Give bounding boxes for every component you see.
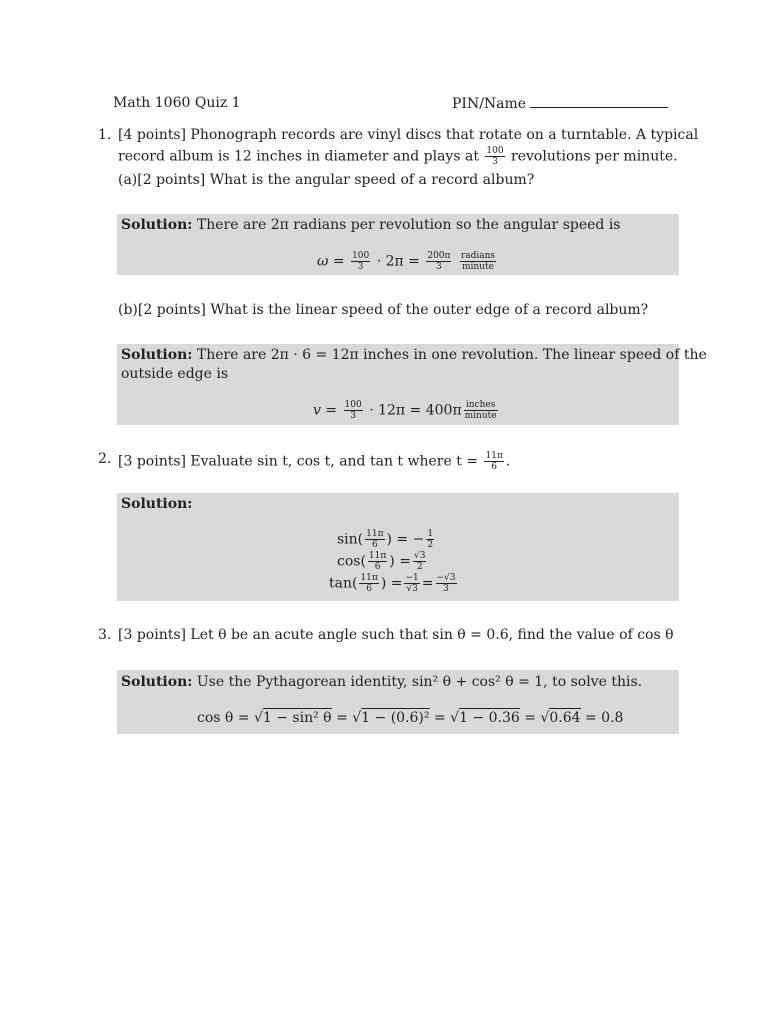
eq-part-i: = 0.8 bbox=[584, 710, 624, 726]
solution-2-label-row bbox=[121, 496, 192, 512]
eq-part-a: cos θ = bbox=[197, 710, 250, 726]
solution-label: Solution: bbox=[121, 496, 193, 512]
q2-text-post: . bbox=[505, 453, 511, 470]
solution-1b-line-1 bbox=[121, 347, 707, 363]
eq-part-c: = bbox=[336, 710, 348, 726]
eq-frac-3 bbox=[460, 251, 496, 272]
solution-2-box bbox=[117, 493, 679, 601]
eq-frac-2-num: inches bbox=[464, 400, 498, 411]
solution-3-box bbox=[117, 670, 679, 734]
cos-arg-num: 11π bbox=[368, 551, 387, 561]
tan-arg-num: 11π bbox=[360, 573, 378, 583]
sqrt-3: 1 − 0.36 bbox=[459, 710, 520, 726]
solution-label: Solution: bbox=[121, 347, 193, 363]
solution-3-line bbox=[121, 674, 642, 690]
sin-arg-num: 11π bbox=[366, 529, 384, 539]
solution-1b-box bbox=[117, 344, 707, 425]
angle-fraction-den: 6 bbox=[491, 462, 498, 472]
sqrt-4: 0.64 bbox=[549, 710, 581, 726]
solution-1a-text: There are 2π radians per revolution so the angular speed is bbox=[196, 217, 621, 233]
eq-frac-2-den: minute bbox=[464, 411, 497, 421]
rpm-fraction-den: 3 bbox=[492, 157, 498, 167]
rpm-fraction-num: 100 bbox=[486, 146, 504, 156]
q2-text-pre: [3 points] Evaluate sin t, cos t, and tan t where t = bbox=[118, 453, 479, 470]
solution-1a-box bbox=[117, 214, 679, 275]
cos-equation bbox=[337, 551, 428, 572]
sin-fn: sin( bbox=[337, 531, 364, 548]
tan-arg bbox=[359, 573, 378, 594]
eq-part-e: = bbox=[433, 710, 446, 726]
tan-result-1-den: √3 bbox=[406, 584, 418, 594]
eq-frac-2 bbox=[464, 400, 498, 421]
eq-frac-2-num: 200π bbox=[427, 251, 451, 261]
pin-name-label: PIN/Name bbox=[452, 96, 527, 112]
question-1-line-1: [4 points] Phonograph records are vinyl discs that rotate on a turntable. A typical bbox=[118, 127, 699, 143]
tan-result-1-num: −1 bbox=[405, 573, 419, 583]
question-1-line-2 bbox=[118, 146, 678, 167]
tan-eq: = bbox=[421, 575, 434, 592]
solution-label: Solution: bbox=[121, 217, 193, 233]
solution-3-text: Use the Pythagorean identity, sin² θ + cos² θ = 1, to solve this. bbox=[196, 674, 643, 690]
sqrt-1: 1 − sin² θ bbox=[262, 710, 332, 726]
eq-frac-3-den: minute bbox=[461, 262, 494, 272]
q1-line2-post: revolutions per minute. bbox=[511, 148, 678, 165]
sin-result-num: 1 bbox=[427, 529, 434, 539]
solution-1b-equation bbox=[313, 400, 500, 421]
solution-1a-line bbox=[121, 217, 621, 233]
question-1a: (a)[2 points] What is the angular speed of a record album? bbox=[118, 172, 535, 188]
tan-result-2-num: −√3 bbox=[436, 573, 456, 583]
question-1b: (b)[2 points] What is the linear speed of the outer edge of a record album? bbox=[118, 302, 649, 318]
eq-frac-1-den: 3 bbox=[350, 411, 356, 421]
cos-result-num: √3 bbox=[413, 551, 426, 561]
cos-arg-den: 6 bbox=[374, 562, 381, 572]
eq-mid: · 12π = 400π bbox=[369, 402, 462, 419]
tan-arg-den: 6 bbox=[366, 584, 372, 594]
question-1-number: 1. bbox=[98, 127, 112, 143]
eq-mid: · 2π = bbox=[376, 253, 420, 270]
tan-result-2-den: 3 bbox=[443, 584, 449, 594]
sin-close: ) = − bbox=[386, 531, 425, 548]
eq-frac-1 bbox=[351, 251, 370, 272]
question-2-number: 2. bbox=[98, 451, 112, 467]
cos-close: ) = bbox=[389, 553, 411, 570]
sin-equation bbox=[337, 529, 436, 550]
eq-frac-1-num: 100 bbox=[352, 251, 370, 261]
tan-equation bbox=[329, 573, 459, 594]
eq-frac-2 bbox=[426, 251, 451, 272]
eq-frac-3-num: radians bbox=[460, 251, 495, 261]
solution-1a-equation bbox=[317, 251, 498, 272]
eq-frac-2-den: 3 bbox=[436, 262, 442, 272]
course-title: Math 1060 Quiz 1 bbox=[113, 95, 241, 111]
sqrt-2: 1 − (0.6)² bbox=[361, 710, 430, 726]
name-blank-line bbox=[530, 95, 668, 108]
eq-lhs: ω = bbox=[317, 253, 345, 270]
eq-frac-1 bbox=[344, 400, 363, 421]
pin-name-field bbox=[452, 95, 668, 112]
sin-arg bbox=[365, 529, 384, 550]
solution-3-equation: cos θ = √1 − sin² θ = √1 − (0.6)² = √1 − 0.36 = √0.64 = 0.8 bbox=[197, 710, 624, 726]
cos-fn: cos( bbox=[337, 553, 366, 570]
tan-result-2 bbox=[436, 573, 457, 594]
eq-part-g: = bbox=[524, 710, 536, 726]
cos-arg bbox=[368, 551, 387, 572]
angle-fraction bbox=[484, 451, 503, 472]
tan-result-1 bbox=[404, 573, 419, 594]
cos-result-den: 2 bbox=[416, 562, 423, 572]
sin-result-den: 2 bbox=[427, 540, 434, 550]
rpm-fraction bbox=[485, 146, 504, 167]
eq-frac-1-num: 100 bbox=[344, 400, 362, 410]
tan-close: ) = bbox=[380, 575, 403, 592]
solution-1b-line-2: outside edge is bbox=[121, 366, 229, 382]
angle-fraction-num: 11π bbox=[485, 451, 503, 461]
sin-arg-den: 6 bbox=[371, 540, 378, 550]
question-2-text bbox=[118, 451, 510, 472]
solution-1b-text-1: There are 2π · 6 = 12π inches in one revolution. The linear speed of the bbox=[196, 347, 707, 363]
tan-fn: tan( bbox=[329, 575, 358, 592]
q1-line2-pre: record album is 12 inches in diameter and plays at bbox=[118, 148, 479, 165]
sin-result bbox=[426, 529, 434, 550]
question-3-number: 3. bbox=[98, 627, 112, 643]
eq-frac-1-den: 3 bbox=[357, 262, 364, 272]
eq-lhs: v = bbox=[313, 402, 338, 419]
question-3-text: [3 points] Let θ be an acute angle such that sin θ = 0.6, find the value of cos θ bbox=[118, 627, 674, 643]
solution-label: Solution: bbox=[121, 674, 193, 690]
cos-result bbox=[413, 551, 426, 572]
